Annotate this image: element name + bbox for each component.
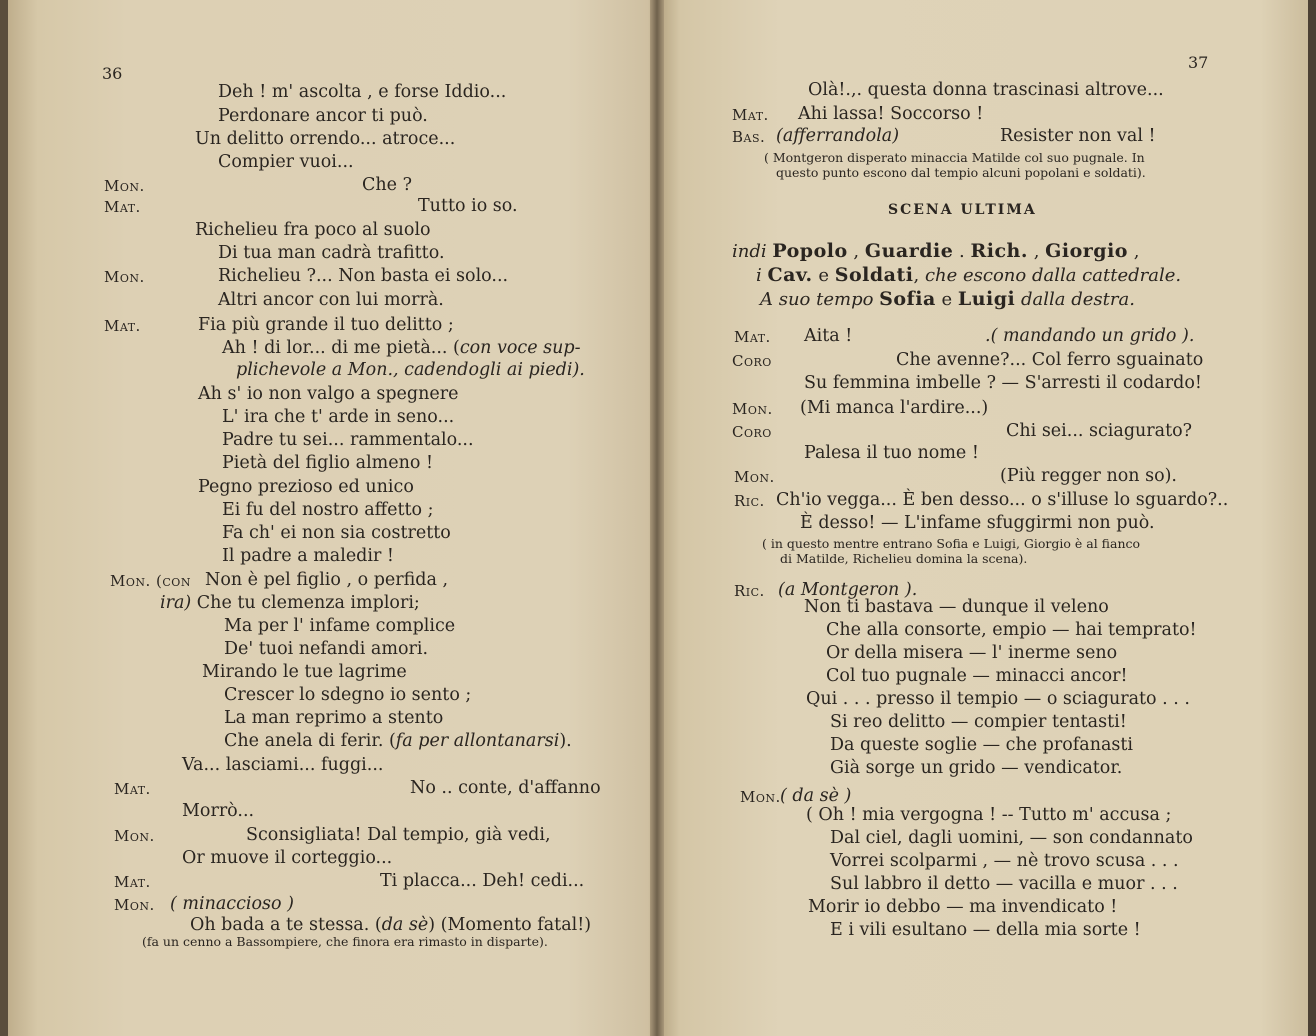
left-verse-21: Non è pel figlio , o perfida , bbox=[205, 570, 449, 590]
left-verse-25: Mirando le tue lagrime bbox=[202, 662, 407, 682]
left-verse-5: Tutto io so. bbox=[418, 196, 518, 216]
left-verse-33: Or muove il corteggio... bbox=[182, 848, 393, 868]
right-mid-verse-2: Su femmina imbelle ? — S'arresti il codardo! bbox=[804, 373, 1202, 393]
left-footnote: (fa un cenno a Bassompiere, che finora era rimasto in disparte). bbox=[142, 934, 548, 949]
page-number-left: 36 bbox=[102, 64, 123, 83]
left-speaker-4: Mon. bbox=[104, 177, 145, 195]
left-verse-15: Padre tu sei... rammentalo... bbox=[222, 430, 474, 450]
left-verse-11: Ah ! di lor... di me pietà... (con voce sup- bbox=[222, 338, 581, 358]
left-verse-35: ( minaccioso ) bbox=[170, 894, 294, 914]
right-mid-speaker-0: Mat. bbox=[734, 328, 771, 346]
left-verse-3: Compier vuoi... bbox=[218, 152, 354, 172]
right-mid-verse-0: Aita ! bbox=[804, 326, 853, 346]
right-bot-verse-4: Col tuo pugnale — minacci ancor! bbox=[826, 666, 1128, 686]
book-edge-right bbox=[1308, 0, 1316, 1036]
left-verse-32: Sconsigliata! Dal tempio, già vedi, bbox=[246, 825, 551, 845]
right-bot-verse-13: Sul labbro il detto — vacilla e muor . . . bbox=[830, 874, 1178, 894]
cast-line-1: i Cav. e Soldati, che escono dalla cattedrale. bbox=[756, 264, 1182, 286]
right-bot-speaker-9: Mon. bbox=[740, 788, 781, 806]
left-verse-36: Oh bada a te stessa. (da sè) (Momento fatal!) bbox=[190, 915, 592, 935]
right-top-verse-2-b: Resister non val ! bbox=[1000, 126, 1156, 146]
right-mid-verse-1: Che avenne?... Col ferro sguainato bbox=[896, 350, 1204, 370]
right-mid-verse-4: Chi sei... sciagurato? bbox=[1006, 421, 1193, 441]
left-verse-23: Ma per l' infame complice bbox=[224, 616, 456, 636]
left-verse-12: plichevole a Mon., cadendogli ai piedi). bbox=[236, 360, 585, 380]
left-verse-20: Il padre a maledir ! bbox=[222, 546, 394, 566]
cast-line-2: A suo tempo Sofia e Luigi dalla destra. bbox=[760, 288, 1135, 310]
left-speaker-21: Mon. (con bbox=[110, 572, 191, 590]
right-top-speaker-2: Bas. bbox=[732, 128, 766, 146]
right-top-verse-0: Olà!.,. questa donna trascinasi altrove... bbox=[808, 80, 1164, 100]
right-mid-speaker-7: Ric. bbox=[734, 492, 765, 510]
stage-note-1b: questo punto escono dal tempio alcuni popolani e soldati). bbox=[776, 165, 1146, 180]
right-bot-verse-0: (a Montgeron ). bbox=[778, 580, 918, 600]
right-bot-verse-12: Vorrei scolparmi , — nè trovo scusa . . . bbox=[830, 851, 1179, 871]
left-speaker-34: Mat. bbox=[114, 873, 151, 891]
right-bot-verse-5: Qui . . . presso il tempio — o sciagurato . . . bbox=[806, 689, 1190, 709]
right-mid-verse-5: Palesa il tuo nome ! bbox=[804, 443, 979, 463]
right-bot-verse-11: Dal ciel, dagli uomini, — son condannato bbox=[830, 828, 1193, 848]
right-bot-verse-10: ( Oh ! mia vergogna ! -- Tutto m' accusa ; bbox=[806, 805, 1172, 825]
right-bot-verse-8: Già sorge un grido — vendicator. bbox=[830, 758, 1123, 778]
book-gutter bbox=[650, 0, 664, 1036]
right-top-speaker-1: Mat. bbox=[732, 106, 769, 124]
right-mid-verse-0-b: .( mandando un grido ). bbox=[985, 326, 1195, 346]
left-verse-19: Fa ch' ei non sia costretto bbox=[222, 523, 451, 543]
left-verse-13: Ah s' io non valgo a spegnere bbox=[198, 384, 459, 404]
right-bot-verse-3: Or della misera — l' inerme seno bbox=[826, 643, 1118, 663]
left-verse-30: No .. conte, d'affanno bbox=[410, 778, 601, 798]
left-verse-18: Ei fu del nostro affetto ; bbox=[222, 500, 434, 520]
right-bot-verse-1: Non ti bastava — dunque il veleno bbox=[804, 597, 1109, 617]
left-verse-34: Ti placca... Deh! cedi... bbox=[380, 871, 585, 891]
right-mid-verse-8: È desso! — L'infame sfuggirmi non può. bbox=[800, 513, 1155, 533]
right-mid-speaker-6: Mon. bbox=[734, 468, 775, 486]
right-bot-verse-7: Da queste soglie — che profanasti bbox=[830, 735, 1134, 755]
right-bot-verse-15: E i vili esultano — della mia sorte ! bbox=[830, 920, 1141, 940]
left-verse-28: Che anela di ferir. (fa per allontanarsi). bbox=[224, 731, 572, 751]
left-verse-9: Altri ancor con lui morrà. bbox=[218, 290, 444, 310]
left-verse-8: Richelieu ?... Non basta ei solo... bbox=[218, 266, 509, 286]
left-verse-29: Va... lasciami... fuggi... bbox=[182, 755, 384, 775]
left-verse-24: De' tuoi nefandi amori. bbox=[224, 639, 429, 659]
right-mid-verse-3: (Mi manca l'ardire...) bbox=[800, 398, 989, 418]
right-bot-verse-6: Si reo delitto — compier tentasti! bbox=[830, 712, 1127, 732]
left-verse-1: Perdonare ancor ti può. bbox=[218, 106, 428, 126]
right-top-verse-2: (afferrandola) bbox=[776, 126, 900, 146]
right-mid-speaker-1: Coro bbox=[732, 352, 772, 370]
cast-line-0: indi Popolo , Guardie . Rich. , Giorgio , bbox=[732, 240, 1140, 262]
left-verse-16: Pietà del figlio almeno ! bbox=[222, 453, 434, 473]
left-speaker-5: Mat. bbox=[104, 198, 141, 216]
left-verse-2: Un delitto orrendo... atroce... bbox=[195, 129, 456, 149]
right-mid-verse-7: Ch'io vegga... È ben desso... o s'illuse lo sguardo?.. bbox=[776, 490, 1229, 510]
right-mid-speaker-4: Coro bbox=[732, 423, 772, 441]
page-number-right: 37 bbox=[1188, 53, 1209, 72]
right-bot-verse-2: Che alla consorte, empio — hai temprato! bbox=[826, 620, 1197, 640]
left-speaker-8: Mon. bbox=[104, 268, 145, 286]
left-verse-31: Morrò... bbox=[182, 801, 255, 821]
left-speaker-10: Mat. bbox=[104, 317, 141, 335]
left-verse-7: Di tua man cadrà trafitto. bbox=[218, 243, 445, 263]
left-verse-6: Richelieu fra poco al suolo bbox=[195, 220, 431, 240]
left-verse-17: Pegno prezioso ed unico bbox=[198, 477, 414, 497]
left-verse-27: La man reprimo a stento bbox=[224, 708, 444, 728]
stage-note-1a: ( Montgeron disperato minaccia Matilde col suo pugnale. In bbox=[764, 150, 1145, 165]
left-verse-10: Fia più grande il tuo delitto ; bbox=[198, 315, 454, 335]
right-mid-speaker-3: Mon. bbox=[732, 400, 773, 418]
stage-note-2b: di Matilde, Richelieu domina la scena). bbox=[780, 551, 1028, 566]
left-verse-26: Crescer lo sdegno io sento ; bbox=[224, 685, 472, 705]
left-verse-0: Deh ! m' ascolta , e forse Iddio... bbox=[218, 82, 507, 102]
right-bot-verse-9: ( da sè ) bbox=[780, 786, 852, 806]
left-verse-14: L' ira che t' arde in seno... bbox=[222, 407, 455, 427]
left-speaker-32: Mon. bbox=[114, 827, 155, 845]
right-mid-verse-6: (Più regger non so). bbox=[1000, 466, 1177, 486]
scene-title: SCENA ULTIMA bbox=[888, 202, 1037, 218]
right-bot-speaker-0: Ric. bbox=[734, 582, 765, 600]
right-bot-verse-14: Morir io debbo — ma invendicato ! bbox=[808, 897, 1118, 917]
left-speaker-35: Mon. bbox=[114, 896, 155, 914]
stage-note-2a: ( in questo mentre entrano Sofia e Luigi, Giorgio è al fianco bbox=[762, 536, 1141, 551]
left-speaker-30: Mat. bbox=[114, 780, 151, 798]
left-verse-4: Che ? bbox=[362, 175, 412, 195]
right-top-verse-1: Ahi lassa! Soccorso ! bbox=[798, 104, 984, 124]
left-verse-22: ira) Che tu clemenza implori; bbox=[160, 593, 420, 613]
